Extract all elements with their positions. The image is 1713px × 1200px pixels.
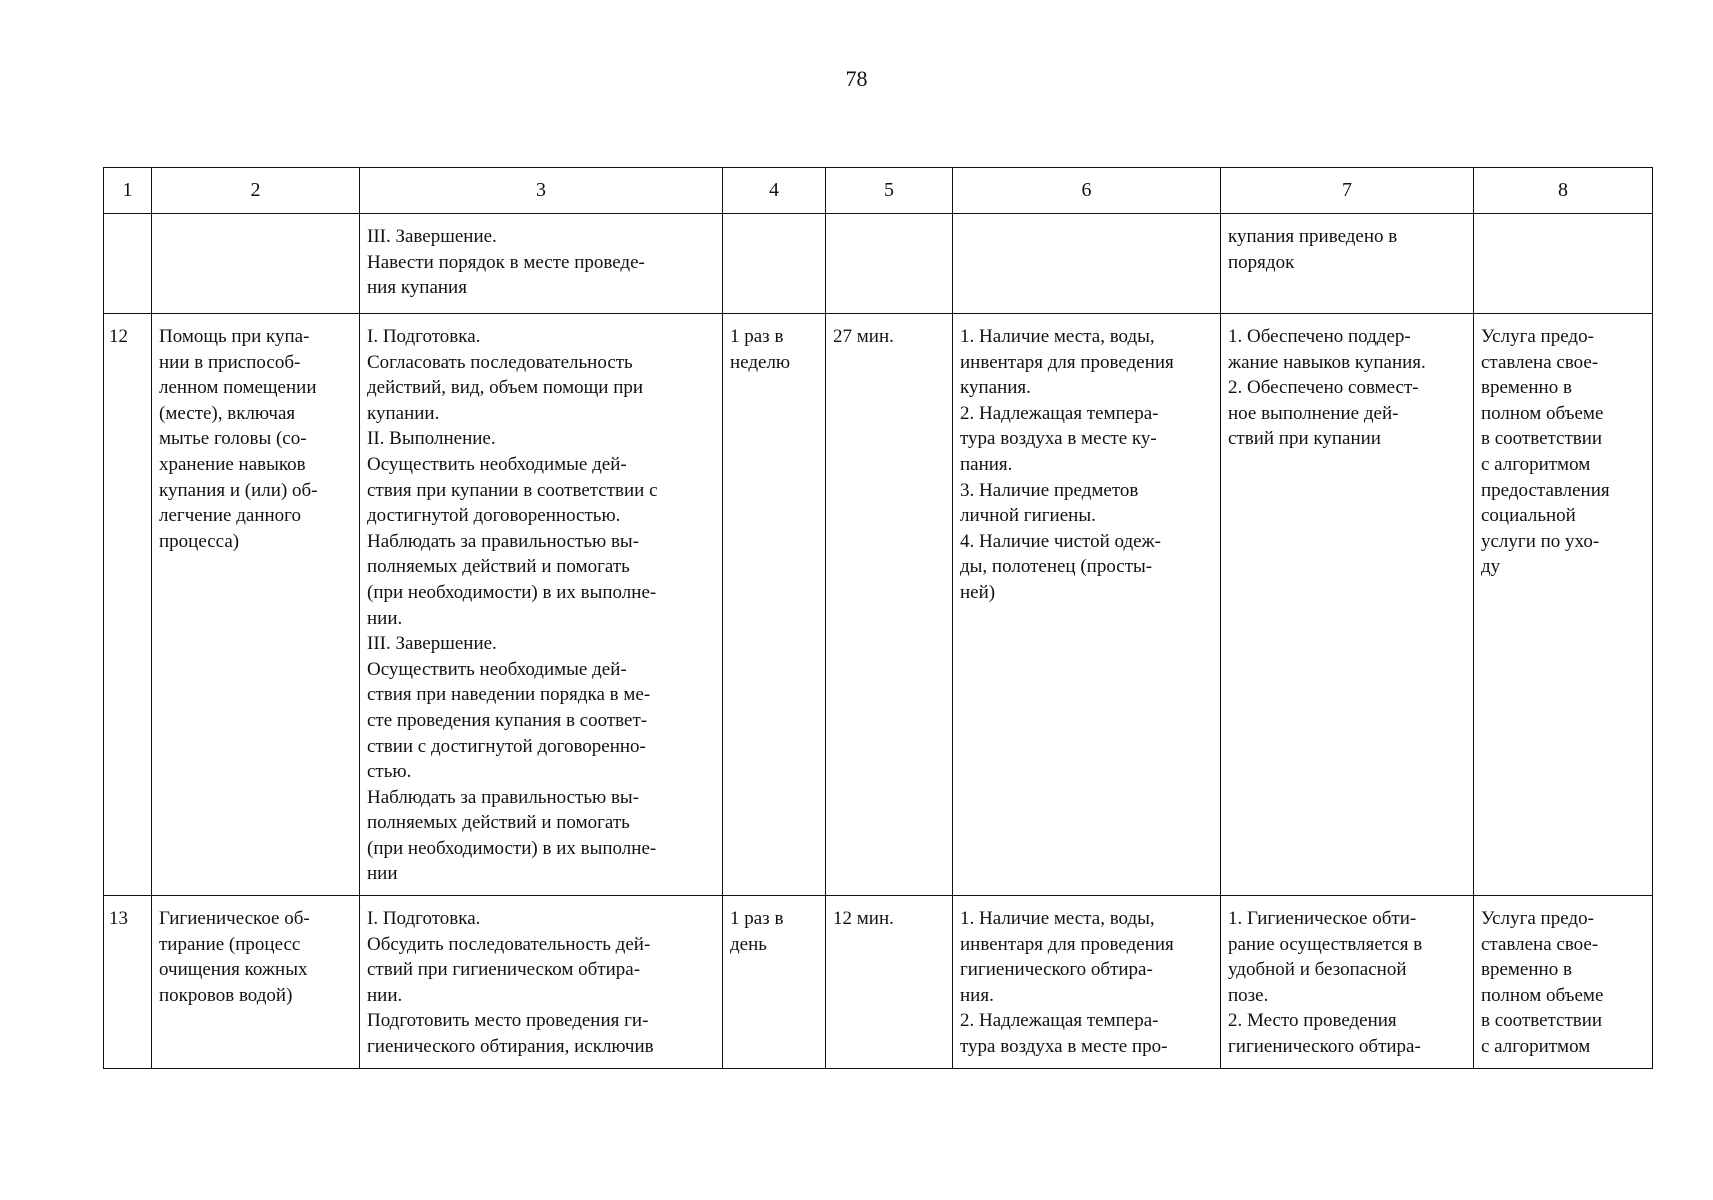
cell-line: Услуга предо- — [1481, 908, 1594, 930]
cell-line: ствия при наведении порядка в ме- — [367, 684, 651, 706]
cell-line: Подготовить место проведения ги- — [367, 1010, 649, 1032]
service-name — [152, 314, 360, 896]
cell-line: Гигиеническое об- — [159, 908, 310, 930]
column-header: 3 — [360, 168, 723, 214]
cell-line: ния купания — [367, 277, 467, 299]
cell-line: гигиенического обтира- — [960, 959, 1153, 981]
cell-line: ду — [1481, 556, 1501, 578]
cell-line: полном объеме — [1481, 402, 1604, 424]
cell-line: мытье головы (со- — [159, 428, 307, 450]
cell-line: 1 раз в — [730, 326, 784, 347]
cell-line: ды, полотенец (просты- — [960, 556, 1153, 578]
cell-line: хранение навыков — [159, 453, 306, 475]
service-table — [103, 167, 1653, 1069]
cell-line: 1. Наличие места, воды, — [960, 326, 1155, 347]
cell-line: пания. — [960, 453, 1013, 475]
row-number: 13 — [104, 896, 152, 1069]
service-result — [1221, 314, 1474, 896]
cell-line: гигиенического обтира- — [1228, 1036, 1421, 1058]
cell-line: временно в — [1481, 959, 1572, 981]
row-number: 12 — [104, 314, 152, 896]
cell-line: Осуществить необходимые дей- — [367, 658, 627, 680]
cell-line: полном объеме — [1481, 984, 1604, 1006]
cell-line: ствий при гигиеническом обтира- — [367, 959, 641, 981]
service-evaluation — [1474, 214, 1653, 314]
cell-line: ния. — [960, 984, 994, 1006]
cell-line: в соответствии — [1481, 428, 1603, 450]
service-description — [360, 314, 723, 896]
cell-line: очищения кожных — [159, 959, 308, 981]
cell-line: 2. Место проведения — [1228, 1010, 1397, 1032]
cell-line: социальной — [1481, 505, 1576, 527]
cell-line: купания. — [960, 377, 1031, 399]
cell-line: временно в — [1481, 377, 1572, 399]
service-conditions — [953, 214, 1221, 314]
cell-line: III. Завершение. — [367, 226, 497, 247]
cell-line: предоставления — [1481, 479, 1610, 501]
cell-line: 2. Надлежащая темпера- — [960, 1010, 1159, 1032]
service-conditions — [953, 896, 1221, 1069]
cell-line: купании. — [367, 402, 440, 424]
cell-line: Наблюдать за правильностью вы- — [367, 530, 640, 552]
cell-line: гиенического обтирания, исключив — [367, 1036, 654, 1058]
cell-line: рание осуществляется в — [1228, 933, 1423, 955]
cell-line: порядок — [1228, 251, 1295, 273]
cell-line: 1 раз в — [730, 908, 784, 930]
column-header: 5 — [826, 168, 953, 214]
cell-line: ствий при купании — [1228, 428, 1381, 450]
cell-line: услуги по ухо- — [1481, 530, 1600, 552]
cell-line: Навести порядок в месте проведе- — [367, 251, 645, 273]
cell-line: I. Подготовка. — [367, 326, 481, 347]
service-name — [152, 214, 360, 314]
cell-line: легчение данного — [159, 505, 301, 527]
cell-line: тура воздуха в месте ку- — [960, 428, 1157, 450]
cell-line: III. Завершение. — [367, 633, 497, 655]
cell-line: личной гигиены. — [960, 505, 1096, 527]
cell-line: стью. — [367, 761, 412, 783]
cell-line: сте проведения купания в соответ- — [367, 709, 648, 731]
service-result — [1221, 214, 1474, 314]
cell-line: ствии с достигнутой договоренно- — [367, 735, 646, 757]
cell-line: I. Подготовка. — [367, 908, 481, 930]
cell-line: в соответствии — [1481, 1010, 1603, 1032]
column-header: 4 — [723, 168, 826, 214]
column-header: 6 — [953, 168, 1221, 214]
service-result — [1221, 896, 1474, 1069]
cell-line: купания приведено в — [1228, 226, 1398, 247]
cell-line: инвентаря для проведения — [960, 933, 1174, 955]
cell-line: полняемых действий и помогать — [367, 556, 630, 578]
cell-line: жание навыков купания. — [1228, 351, 1426, 373]
service-name — [152, 896, 360, 1069]
service-frequency — [723, 214, 826, 314]
cell-line: Осуществить необходимые дей- — [367, 453, 627, 475]
cell-line: II. Выполнение. — [367, 428, 496, 450]
cell-line: нии. — [367, 984, 403, 1006]
cell-line: Обсудить последовательность дей- — [367, 933, 651, 955]
cell-line: процесса) — [159, 530, 240, 552]
cell-line: купания и (или) об- — [159, 479, 318, 501]
cell-line: нии в приспособ- — [159, 351, 301, 373]
cell-line: нии — [367, 863, 398, 885]
service-duration: 12 мин. — [826, 896, 953, 1069]
cell-line: ставлена свое- — [1481, 933, 1599, 955]
cell-line: 1. Гигиеническое обти- — [1228, 908, 1417, 930]
cell-line: Согласовать последовательность — [367, 351, 633, 373]
cell-line: удобной и безопасной — [1228, 959, 1407, 981]
cell-line: 1. Наличие места, воды, — [960, 908, 1155, 930]
cell-line: покровов водой) — [159, 984, 293, 1006]
service-evaluation — [1474, 314, 1653, 896]
cell-line: (при необходимости) в их выполне- — [367, 581, 657, 603]
service-duration: 27 мин. — [826, 314, 953, 896]
cell-line: действий, вид, объем помощи при — [367, 377, 644, 399]
cell-line: ное выполнение дей- — [1228, 402, 1399, 424]
cell-line: Помощь при купа- — [159, 326, 310, 347]
service-duration — [826, 214, 953, 314]
cell-line: с алгоритмом — [1481, 453, 1591, 475]
table-row — [104, 896, 1653, 1069]
service-frequency — [723, 896, 826, 1069]
cell-line: полняемых действий и помогать — [367, 812, 630, 834]
cell-line: ленном помещении — [159, 377, 317, 399]
cell-line: (при необходимости) в их выполне- — [367, 837, 657, 859]
cell-line: Наблюдать за правильностью вы- — [367, 786, 640, 808]
cell-line: ствия при купании в соответствии с — [367, 479, 658, 501]
cell-line: инвентаря для проведения — [960, 351, 1174, 373]
cell-line: ставлена свое- — [1481, 351, 1599, 373]
cell-line: тирание (процесс — [159, 933, 301, 955]
cell-line: день — [730, 933, 767, 955]
table-row — [104, 214, 1653, 314]
cell-line: позе. — [1228, 984, 1269, 1006]
column-header: 7 — [1221, 168, 1474, 214]
column-header: 8 — [1474, 168, 1653, 214]
column-header: 1 — [104, 168, 152, 214]
row-number — [104, 214, 152, 314]
cell-line: 1. Обеспечено поддер- — [1228, 326, 1411, 347]
cell-line: с алгоритмом — [1481, 1036, 1591, 1058]
cell-line: нии. — [367, 607, 403, 629]
table-row — [104, 314, 1653, 896]
cell-line: 2. Надлежащая темпера- — [960, 402, 1159, 424]
cell-line: Услуга предо- — [1481, 326, 1594, 347]
service-conditions — [953, 314, 1221, 896]
table-header-row — [104, 168, 1653, 214]
page-number: 78 — [845, 66, 868, 91]
cell-line: 4. Наличие чистой одеж- — [960, 530, 1162, 552]
service-description — [360, 896, 723, 1069]
cell-line: тура воздуха в месте про- — [960, 1036, 1168, 1058]
cell-line: 2. Обеспечено совмест- — [1228, 377, 1419, 399]
cell-line: ней) — [960, 581, 996, 603]
cell-line: (месте), включая — [159, 402, 296, 424]
cell-line: 3. Наличие предметов — [960, 479, 1139, 501]
column-header: 2 — [152, 168, 360, 214]
service-frequency — [723, 314, 826, 896]
service-description — [360, 214, 723, 314]
service-evaluation — [1474, 896, 1653, 1069]
cell-line: достигнутой договоренностью. — [367, 505, 621, 527]
cell-line: неделю — [730, 351, 791, 373]
